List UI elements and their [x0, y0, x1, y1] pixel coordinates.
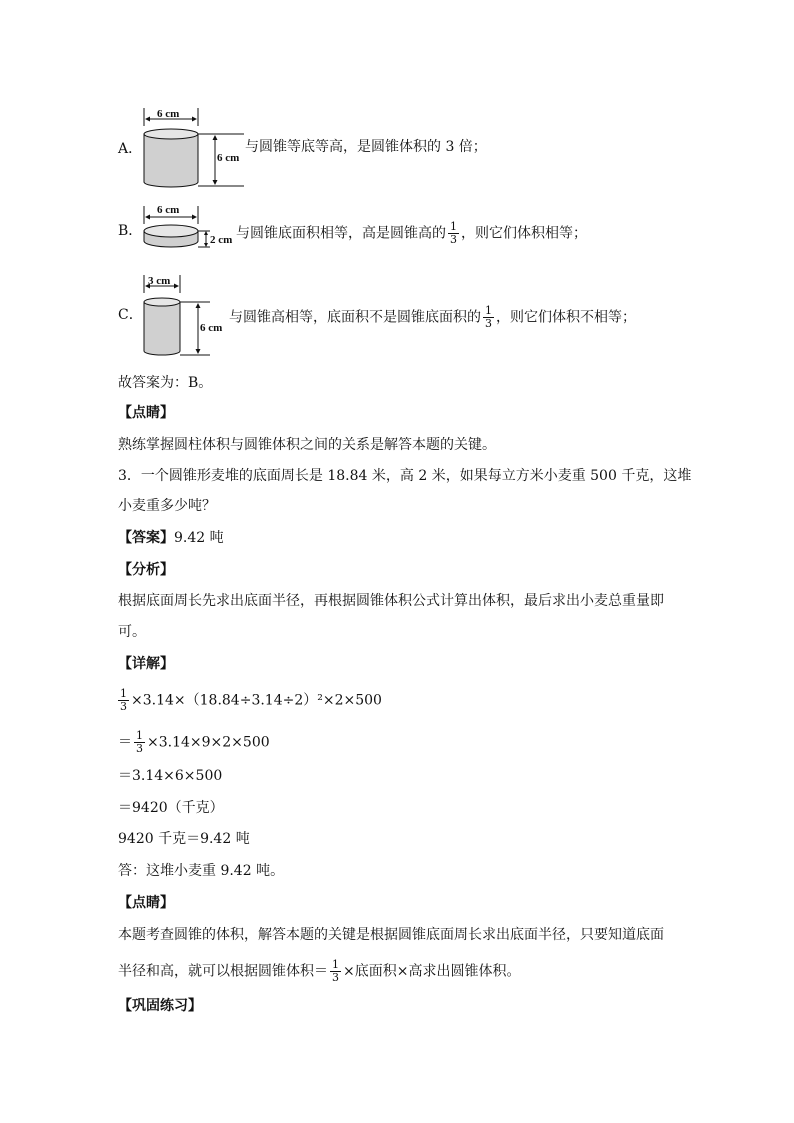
fraction-one-third: $\frac{1}{3}$: [450, 220, 457, 246]
fraction-one-third: $\frac{1}{3}$: [332, 958, 339, 984]
solution-step-1: $\frac{1}{3}$ ×3.14×（18.84÷3.14÷2）²×2×500: [120, 687, 382, 713]
analysis-line-1: 根据底面周长先求出底面半径，再根据圆锥体积公式计算出体积，最后求出小麦总重量即: [118, 593, 664, 609]
dianjing-heading: 【点睛】: [118, 405, 174, 421]
fraction-one-third: $\frac{1}{3}$: [120, 687, 127, 713]
dianjing-2-line-2: 半径和高，就可以根据圆锥体积＝ $\frac{1}{3}$ ×底面积×高求出圆锥体积。: [118, 958, 521, 984]
answer-heading: 【答案】: [118, 530, 174, 546]
cylinder-b-height-label: 2 cm: [210, 234, 233, 246]
option-b-letter: B．: [118, 223, 143, 239]
cylinder-a-height-label: 6 cm: [217, 152, 240, 164]
option-a-text: 与圆锥等底等高，是圆锥体积的 3 倍；: [245, 139, 487, 155]
final-answer: 答：这堆小麦重 9.42 吨。: [118, 863, 285, 879]
cylinder-b-diameter-label: 6 cm: [157, 204, 180, 216]
cylinder-c-diameter-label: 3 cm: [148, 275, 171, 287]
consolidate-heading: 【巩固练习】: [118, 998, 202, 1014]
analysis-heading: 【分析】: [118, 562, 174, 578]
dianjing-2-line-1: 本题考查圆锥的体积，解答本题的关键是根据圆锥底面周长求出底面半径，只要知道底面: [118, 927, 664, 943]
question-3-line-1: 3．一个圆锥形麦堆的底面周长是 18.84 米，高 2 米，如果每立方米小麦重 500 千克，这堆: [118, 468, 692, 484]
option-c-text: 与圆锥高相等，底面积不是圆锥底面积的 $\frac{1}{3}$ ，则它们体积不相等；: [229, 304, 636, 330]
answer-value: 9.42 吨: [174, 530, 224, 546]
cylinder-c-height-label: 6 cm: [200, 322, 223, 334]
solution-step-2: ＝ $\frac{1}{3}$ ×3.14×9×2×500: [118, 729, 270, 755]
solution-step-3: ＝3.14×6×500: [118, 768, 223, 784]
analysis-line-2: 可。: [118, 624, 146, 640]
dianjing-text: 熟练掌握圆柱体积与圆锥体积之间的关系是解答本题的关键。: [118, 437, 496, 453]
dianjing-heading-2: 【点睛】: [118, 895, 174, 911]
solution-step-5: 9420 千克＝9.42 吨: [118, 831, 250, 847]
solution-step-4: ＝9420（千克）: [118, 800, 224, 816]
cylinder-a-diameter-label: 6 cm: [157, 108, 180, 120]
option-b-text: 与圆锥底面积相等，高是圆锥高的 $\frac{1}{3}$ ，则它们体积相等；: [236, 220, 587, 246]
fraction-one-third: $\frac{1}{3}$: [485, 304, 492, 330]
answer-row: [118, 528, 224, 548]
detail-heading: 【详解】: [118, 656, 174, 672]
question-3-line-2: 小麦重多少吨？: [118, 498, 216, 514]
fraction-one-third: $\frac{1}{3}$: [136, 729, 143, 755]
answer-line: 故答案为：B。: [118, 375, 213, 391]
option-a-letter: A．: [118, 141, 143, 157]
option-c-letter: C．: [118, 307, 143, 323]
